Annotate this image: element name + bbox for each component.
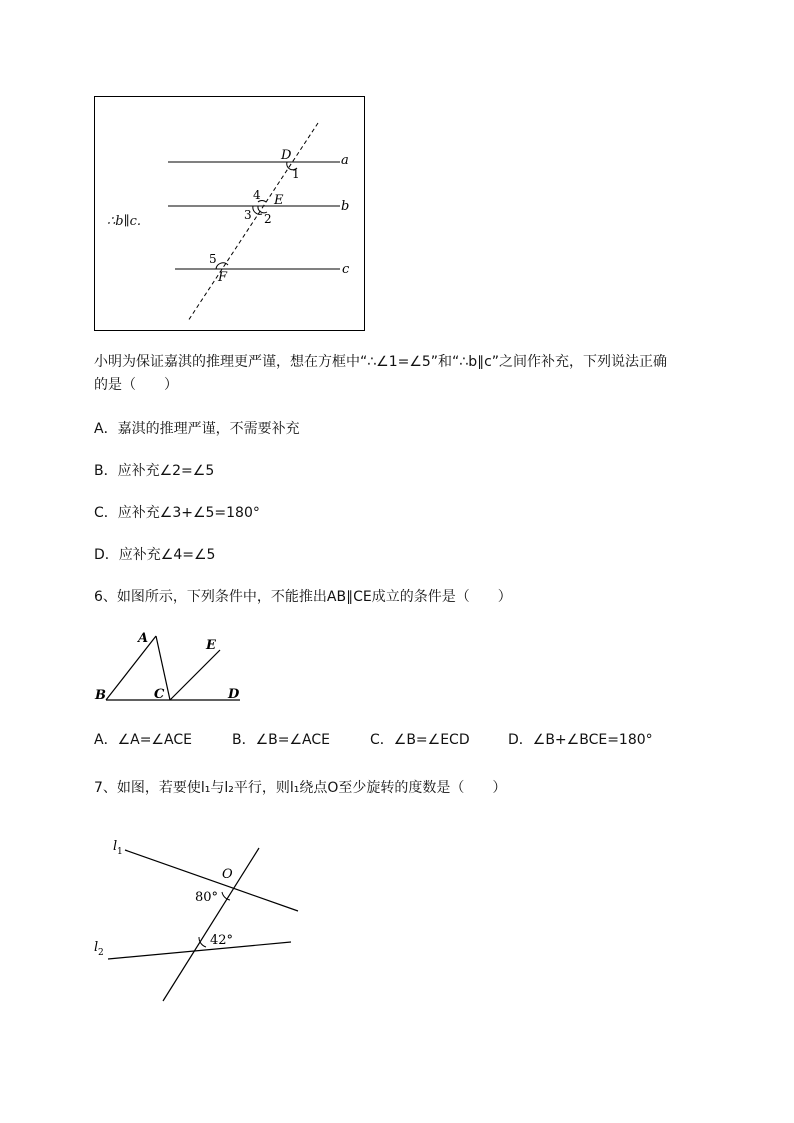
label-l2-subscript: 2 (98, 948, 104, 958)
label-l1: l (113, 839, 118, 854)
q5-option-a: A．嘉淇的推理严谨，不需要补充 (94, 421, 300, 437)
q5-stem-line1: 小明为保证嘉淇的推理更严谨，想在方框中“∴∠1=∠5”和“∴b∥c”之间作补充，下列说法正确 (94, 354, 668, 370)
label-C: C (154, 687, 165, 702)
label-l1-subscript: 1 (117, 847, 123, 857)
label-O: O (222, 867, 233, 882)
q5-option-c: C．应补充∠3+∠5=180° (94, 505, 260, 521)
label-D: D (228, 687, 240, 702)
label-angle-80: 80° (195, 890, 219, 905)
label-a: a (341, 153, 349, 168)
figure-q7-lines (92, 830, 307, 1005)
q6-option-d: D．∠B+∠BCE=180° (508, 732, 653, 748)
transversal (163, 848, 259, 1001)
segment-CE (170, 650, 220, 700)
label-angle-42: 42° (210, 933, 234, 948)
label-2: 2 (264, 212, 272, 226)
label-3: 3 (244, 208, 252, 222)
q5-option-d: D．应补充∠4=∠5 (94, 547, 216, 563)
transversal-dashed (188, 123, 318, 321)
label-l2: l (94, 940, 99, 955)
therefore-b-parallel-c: ∴b∥c. (107, 214, 142, 229)
label-F: F (218, 270, 228, 285)
q5-stem-line2: 的是（ ） (94, 377, 178, 393)
q6-option-b: B．∠B=∠ACE (232, 732, 330, 748)
q6-stem: 6、如图所示，下列条件中，不能推出AB∥CE成立的条件是（ ） (94, 589, 512, 605)
label-A: A (138, 631, 149, 646)
label-B: B (95, 688, 106, 703)
label-E: E (274, 193, 284, 208)
q6-option-a: A．∠A=∠ACE (94, 732, 192, 748)
label-1: 1 (292, 167, 300, 181)
segment-BA (106, 636, 156, 700)
line-l2 (108, 942, 291, 959)
figure-parallel-lines-diagram (150, 115, 365, 330)
label-E: E (206, 638, 216, 653)
q5-option-b: B．应补充∠2=∠5 (94, 463, 215, 479)
label-5: 5 (209, 252, 217, 266)
label-D: D (281, 148, 292, 163)
figure-q6-triangle (94, 626, 254, 708)
label-4: 4 (253, 188, 261, 202)
q7-stem: 7、如图，若要使l₁与l₂平行，则l₁绕点O至少旋转的度数是（ ） (94, 780, 507, 796)
label-c: c (342, 262, 350, 277)
q6-option-c: C．∠B=∠ECD (370, 732, 470, 748)
label-b: b (341, 199, 350, 214)
angle-arc-5 (216, 263, 228, 269)
